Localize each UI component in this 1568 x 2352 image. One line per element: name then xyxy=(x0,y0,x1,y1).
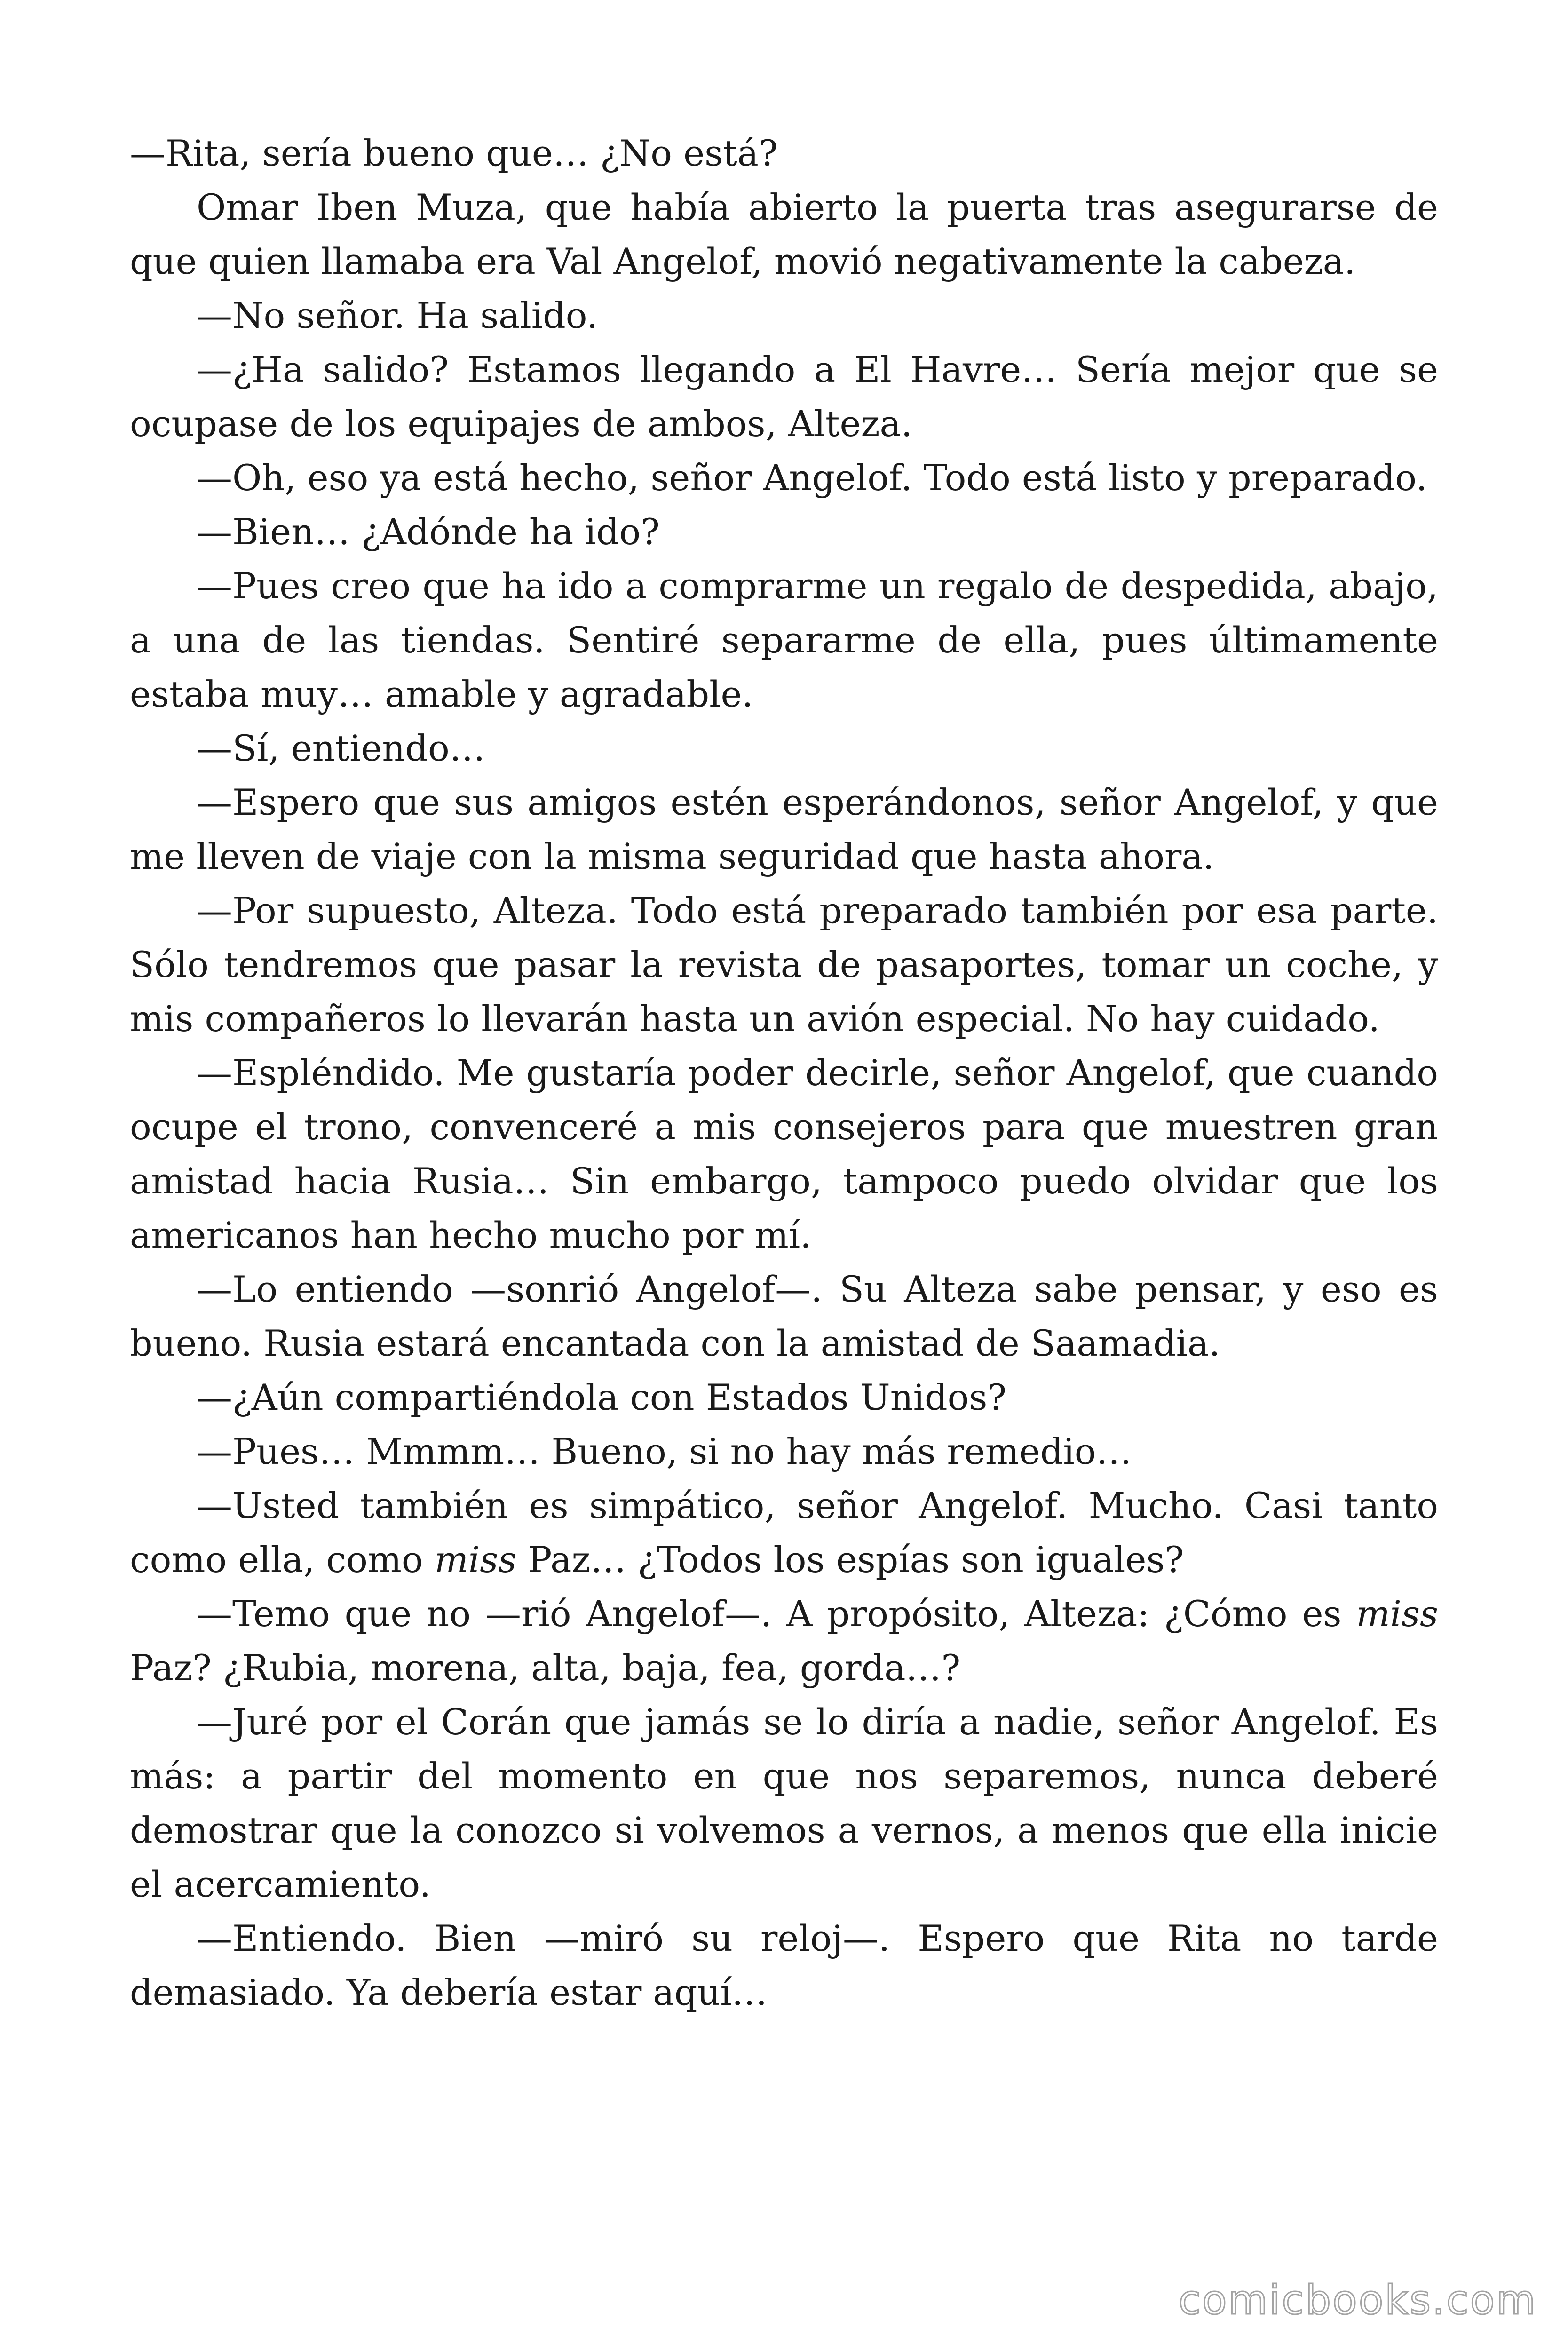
paragraph-9: —Espero que sus amigos estén esperándonos, señor Angelof, y que me lleven de viaje con la misma seguridad que hasta ahora. xyxy=(130,781,1438,877)
paragraph-15-italic: miss xyxy=(434,1539,517,1581)
paragraph-13: —¿Aún compartiéndola con Estados Unidos? xyxy=(197,1376,1007,1418)
paragraph-10: —Por supuesto, Alteza. Todo está preparado también por esa parte. Sólo tendremos que pasar la revista de pasaportes, tomar un coche, y mis compañeros lo llevarán hasta un avión especial. No hay cuidado. xyxy=(130,890,1438,1040)
watermark: comicbooks.com xyxy=(1178,2277,1537,2324)
paragraph-12: —Lo entiendo —sonrió Angelof—. Su Alteza sabe pensar, y eso es bueno. Rusia estará encantada con la amistad de Saamadia. xyxy=(130,1268,1438,1364)
paragraph-16-italic: miss xyxy=(1356,1593,1438,1635)
page-body xyxy=(130,126,1438,2019)
paragraph-15-text-a: —Usted también es simpático, señor Angelof. Mucho. Casi tanto como ella, como xyxy=(130,1485,1438,1581)
paragraph-6: —Bien… ¿Adónde ha ido? xyxy=(197,511,660,553)
paragraph-18: —Entiendo. Bien —miró su reloj—. Espero que Rita no tarde demasiado. Ya debería estar aquí… xyxy=(130,1917,1438,2013)
paragraph-15-text-b: Paz… ¿Todos los espías son iguales? xyxy=(516,1539,1184,1581)
paragraph-4: —¿Ha salido? Estamos llegando a El Havre… Sería mejor que se ocupase de los equipajes de ambos, Alteza. xyxy=(130,349,1438,445)
paragraph-15 xyxy=(130,1478,1438,1587)
paragraph-8: —Sí, entiendo… xyxy=(197,727,485,769)
paragraph-7: —Pues creo que ha ido a comprarme un regalo de despedida, abajo, a una de las tiendas. Sentiré separarme de ella, pues últimamente estaba muy… amable y agradable. xyxy=(130,565,1438,715)
paragraph-3: —No señor. Ha salido. xyxy=(197,294,598,336)
paragraph-16-text-b: Paz? ¿Rubia, morena, alta, baja, fea, gorda…? xyxy=(130,1647,961,1689)
paragraph-16 xyxy=(130,1587,1438,1695)
paragraph-5: —Oh, eso ya está hecho, señor Angelof. Todo está listo y preparado. xyxy=(197,457,1427,499)
paragraph-17: —Juré por el Corán que jamás se lo diría a nadie, señor Angelof. Es más: a partir del momento en que nos separemos, nunca deberé demostrar que la conozco si volvemos a vernos, a menos que ella inicie el acercamiento. xyxy=(130,1701,1438,1905)
paragraph-2: Omar Iben Muza, que había abierto la puerta tras asegurarse de que quien llamaba era Val Angelof, movió negativamente la cabeza. xyxy=(130,186,1438,282)
paragraph-16-text-a: —Temo que no —rió Angelof—. A propósito, Alteza: ¿Cómo es xyxy=(197,1593,1356,1635)
paragraph-11: —Espléndido. Me gustaría poder decirle, señor Angelof, que cuando ocupe el trono, convenceré a mis consejeros para que muestren gran amistad hacia Rusia… Sin embargo, tampoco puedo olvidar que los americanos han hecho mucho por mí. xyxy=(130,1052,1438,1256)
paragraph-14: —Pues… Mmmm… Bueno, si no hay más remedio… xyxy=(197,1430,1132,1472)
paragraph-1: —Rita, sería bueno que… ¿No está? xyxy=(130,132,778,174)
